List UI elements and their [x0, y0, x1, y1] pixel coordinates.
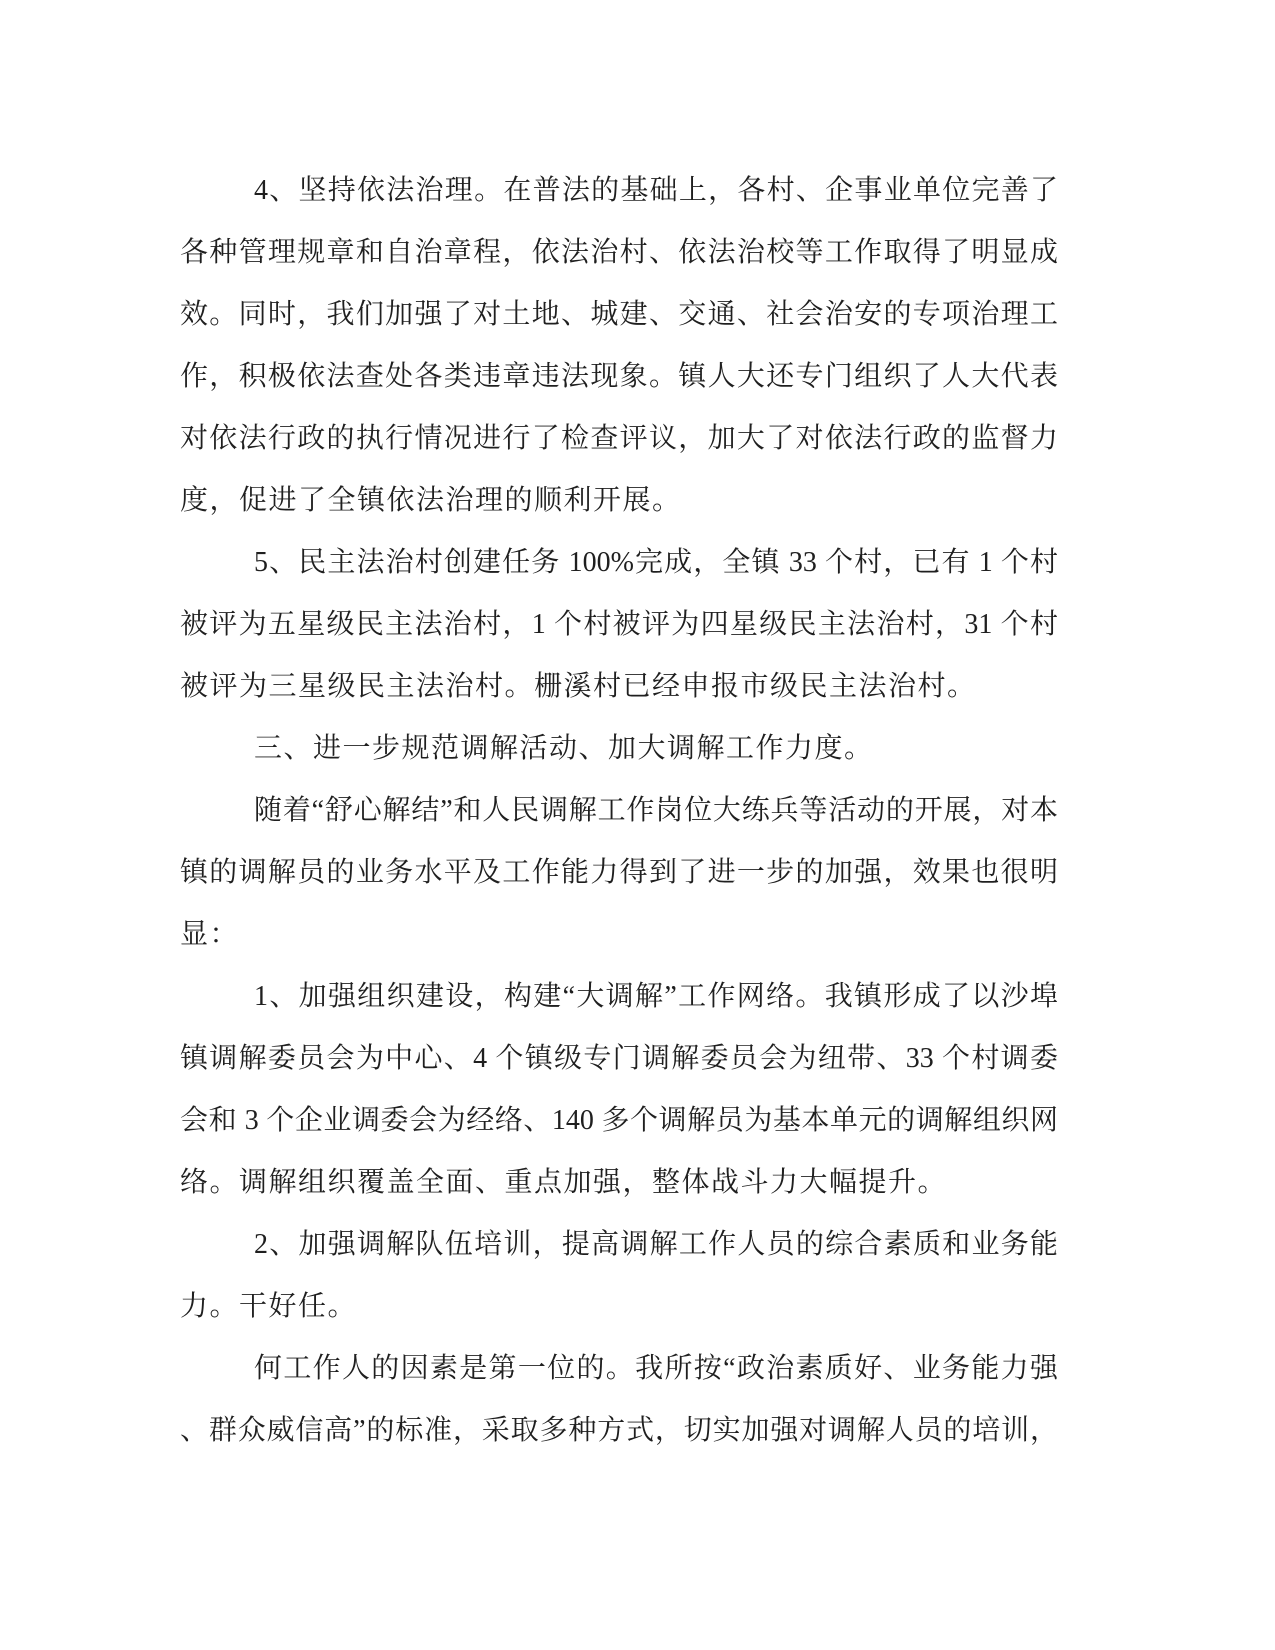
- text-line: 度，促进了全镇依法治理的顺利开展。: [180, 485, 682, 516]
- text-line: 1、加强组织建设，构建“大调解”工作网络。我镇形成了以沙埠: [254, 981, 1058, 1012]
- text-line: 镇的调解员的业务水平及工作能力得到了进一步的加强，效果也很明: [180, 857, 1058, 888]
- document-text-block: [180, 160, 1058, 1462]
- text-line: 5、民主法治村创建任务 100%完成，全镇 33 个村，已有 1 个村: [254, 547, 1058, 578]
- text-line: 会和 3 个企业调委会为经络、140 多个调解员为基本单元的调解组织网: [180, 1105, 1058, 1136]
- text-line: 效。同时，我们加强了对土地、城建、交通、社会治安的专项治理工: [180, 299, 1058, 330]
- text-line: 被评为三星级民主法治村。栅溪村已经申报市级民主法治村。: [180, 671, 977, 702]
- text-line: 三、进一步规范调解活动、加大调解工作力度。: [254, 733, 874, 764]
- text-line: 2、加强调解队伍培训，提高调解工作人员的综合素质和业务能: [254, 1229, 1058, 1260]
- text-line: 镇调解委员会为中心、4 个镇级专门调解委员会为纽带、33 个村调委: [180, 1043, 1058, 1074]
- text-line: 对依法行政的执行情况进行了检查评议，加大了对依法行政的监督力: [180, 423, 1058, 454]
- text-line: 作，积极依法查处各类违章违法现象。镇人大还专门组织了人大代表: [180, 361, 1058, 392]
- text-line: 显：: [180, 919, 240, 950]
- text-line: 、群众威信高”的标准，采取多种方式，切实加强对调解人员的培训，: [180, 1415, 1058, 1446]
- text-line: 4、坚持依法治理。在普法的基础上，各村、企事业单位完善了: [254, 175, 1058, 206]
- text-line: 各种管理规章和自治章程，依法治村、依法治校等工作取得了明显成: [180, 237, 1058, 268]
- text-line: 络。调解组织覆盖全面、重点加强，整体战斗力大幅提升。: [180, 1167, 948, 1198]
- text-line: 随着“舒心解结”和人民调解工作岗位大练兵等活动的开展，对本: [254, 795, 1058, 826]
- text-line: 被评为五星级民主法治村，1 个村被评为四星级民主法治村，31 个村: [180, 609, 1058, 640]
- text-line: 何工作人的因素是第一位的。我所按“政治素质好、业务能力强: [254, 1353, 1058, 1384]
- text-line: 力。干好任。: [180, 1291, 358, 1322]
